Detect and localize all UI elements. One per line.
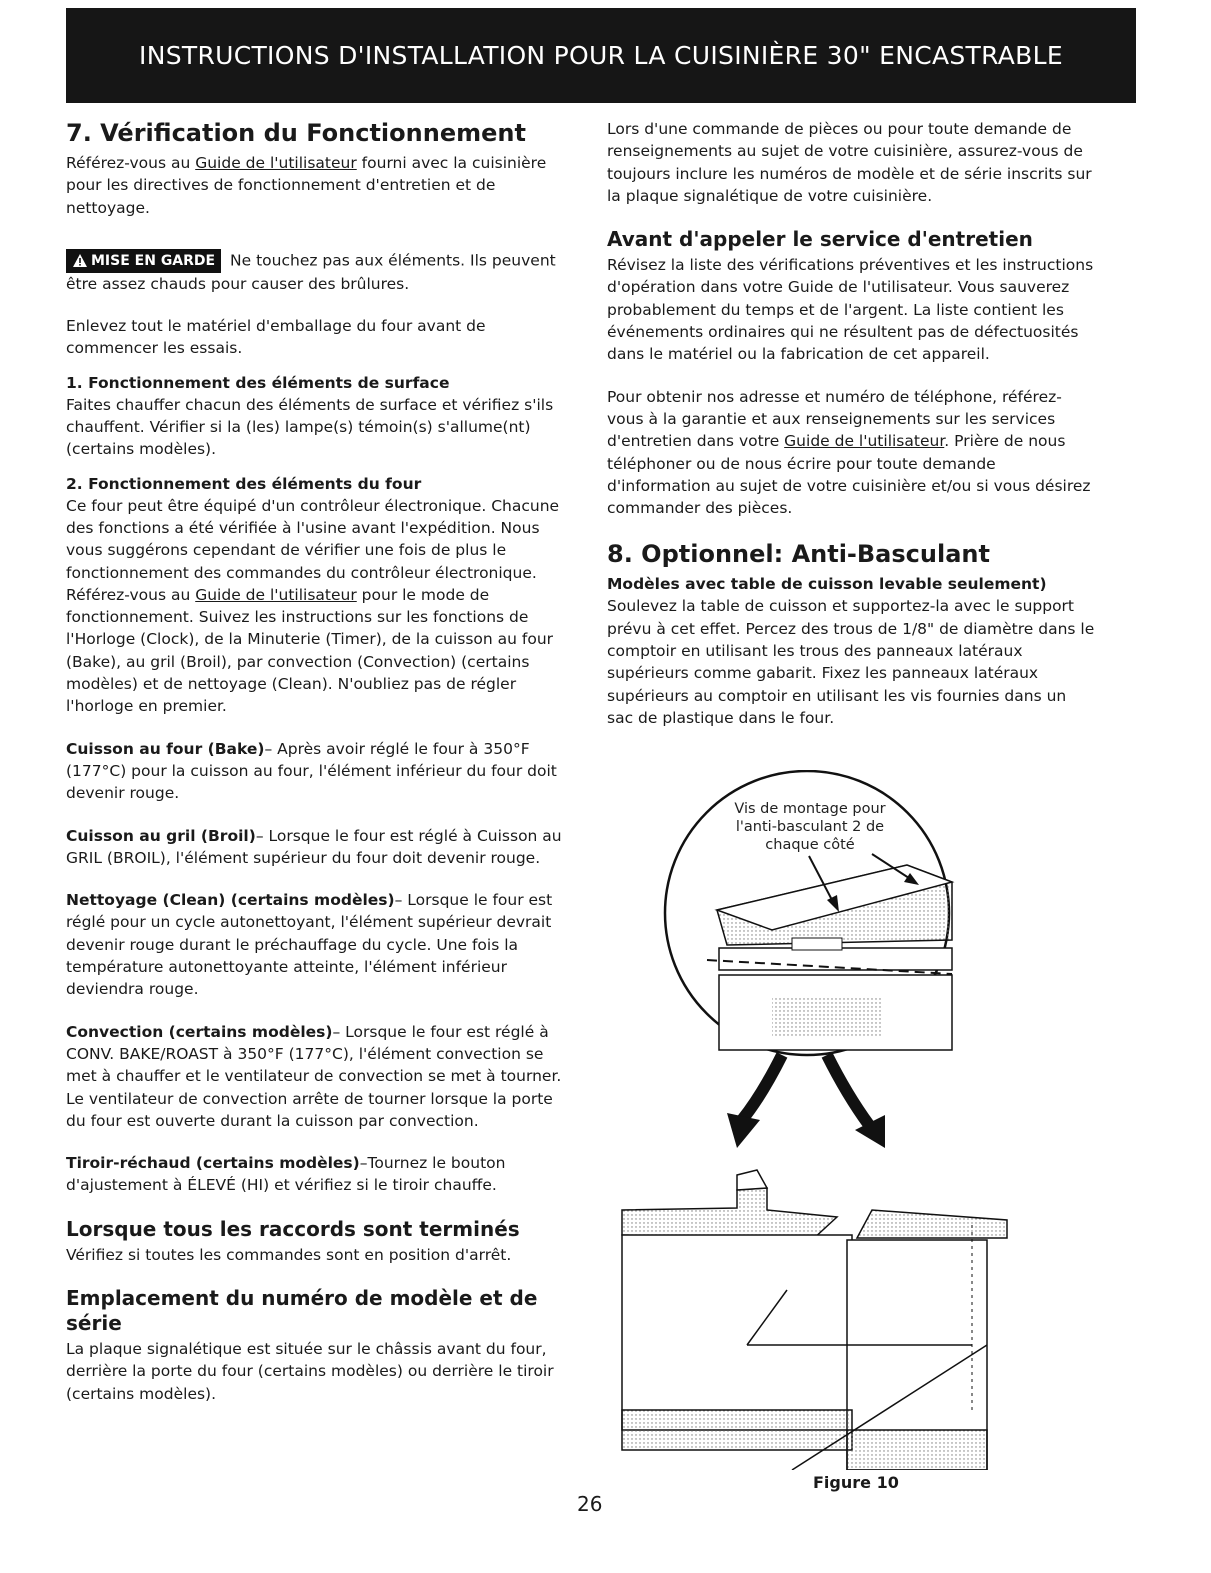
clean-paragraph: Nettoyage (Clean) (certains modèles)– Lorsque le four est réglé pour un cycle autonettoyant, l'élément supérieur devrait devenir rouge durant le préchauffage du cycle. Une fois la température autonettoyante atteinte, l'élément inférieur deviendra rouge. (66, 891, 553, 999)
user-guide-link-2[interactable]: Guide de l'utilisateur (195, 585, 357, 604)
figure-caption: Figure 10 (813, 1473, 899, 1492)
bake-paragraph: Cuisson au four (Bake)– Après avoir réglé le four à 350°F (177°C) pour la cuisson au four, l'élément inférieur du four doit devenir rouge. (66, 739, 557, 803)
warming-drawer-paragraph: Tiroir-réchaud (certains modèles)–Tournez le bouton d'ajustement à ÉLEVÉ (HI) et vérifiez si le tiroir chauffe. (66, 1154, 506, 1195)
anti-tip-subtitle: Modèles avec table de cuisson levable seulement) (607, 575, 1047, 594)
serial-location-heading: Emplacement du numéro de modèle et de série (66, 1285, 538, 1335)
warning-paragraph: MISE EN GARDE Ne touchez pas aux éléments. Ils peuvent être assez chauds pour causer des brûlures. (66, 249, 566, 295)
warning-badge: MISE EN GARDE (66, 249, 221, 273)
contact-paragraph: Pour obtenir nos adresse et numéro de téléphone, référez-vous à la garantie et aux renseignements sur les services d'entretien dans votre Guide de l'utilisateur. Prière de nous téléphoner ou de nous écrire pour toute demande d'information au sujet de votre cuisinière et/ou si vous désirez commander des pièces. (607, 387, 1091, 518)
broil-paragraph: Cuisson au gril (Broil)– Lorsque le four est réglé à Cuisson au GRIL (BROIL), l'élément supérieur du four doit devenir rouge. (66, 826, 562, 867)
section-8-title: 8. Optionnel: Anti-Basculant (607, 540, 990, 569)
user-guide-link[interactable]: Guide de l'utilisateur (195, 154, 357, 172)
page-number: 26 (577, 1492, 603, 1516)
oven-elements-text: Ce four peut être équipé d'un contrôleur électronique. Chacune des fonctions a été vérifiée à l'usine avant l'expédition. Nous vous suggérons cependant de vérifier une fois de plus le fonctionnement des commandes du contrôleur électronique. Référez-vous au Guide de l'utilisateur pour le mode de fonctionnement. Suivez les instructions sur les fonctions de l'Horloge (Clock), de la Minuterie (Timer), de la cuisson au four (Bake), au gril (Broil), par convection (Convection) (certains modèles) et de nettoyage (Clean). N'oubliez pas de régler l'horloge en premier. (66, 496, 560, 716)
oven-elements-heading: 2. Fonctionnement des éléments du four (66, 474, 422, 493)
left-column (66, 118, 566, 1405)
section-7-title: 7. Vérification du Fonctionnement (66, 119, 526, 147)
anti-tip-figure (607, 770, 1012, 1470)
service-heading: Avant d'appeler le service d'entretien (607, 227, 1033, 252)
countertop-cabinets-drawing (622, 1170, 1007, 1470)
packaging-paragraph: Enlevez tout le matériel d'emballage du four avant de commencer les essais. (66, 317, 486, 358)
connections-text: Vérifiez si toutes les commandes sont en position d'arrêt. (66, 1245, 512, 1264)
header-banner: INSTRUCTIONS D'INSTALLATION POUR LA CUISINIÈRE 30" ENCASTRABLE (66, 8, 1136, 103)
order-paragraph: Lors d'une commande de pièces ou pour toute demande de renseignements au sujet de votre cuisinière, assurez-vous de toujours inclure les numéros de modèle et de série inscrits sur la plaque signalétique de votre cuisinière. (607, 120, 1092, 205)
right-column (607, 118, 1097, 729)
intro-paragraph: Référez-vous au Guide de l'utilisateur fourni avec la cuisinière pour les directives de fonctionnement d'entretien et de nettoyage. (66, 154, 547, 217)
connections-heading: Lorsque tous les raccords sont terminés (66, 1216, 520, 1241)
serial-location-text: La plaque signalétique est située sur le châssis avant du four, derrière la porte du four (certains modèles) ou derrière le tiroir (certains modèles). (66, 1339, 554, 1403)
warning-triangle-icon (72, 253, 88, 268)
anti-tip-text: Soulevez la table de cuisson et supportez-la avec le support prévu à cet effet. Percez des trous de 1/8" de diamètre dans le comptoir en utilisant les trous des panneaux latéraux supérieurs comme gabarit. Fixez les panneaux latéraux supérieurs au comptoir en utilisant les vis fournies dans un sac de plastique dans le four. (607, 597, 1095, 727)
surface-elements-heading: 1. Fonctionnement des éléments de surface (66, 373, 450, 392)
surface-elements-text: Faites chauffer chacun des éléments de surface et vérifiez s'ils chauffent. Vérifier si la (les) lampe(s) témoin(s) s'allume(nt) (certains modèles). (66, 395, 554, 459)
user-guide-link-3[interactable]: Guide de l'utilisateur (784, 432, 945, 451)
convection-paragraph: Convection (certains modèles)– Lorsque le four est réglé à CONV. BAKE/ROAST à 350°F (177°C), l'élément convection se met à chauffer et le ventilateur de convection se met à tourner. Le ventilateur de convection arrête de tourner lorsque la porte du four est ouverte durant la cuisson par convection. (66, 1022, 562, 1130)
mounting-screws-callout: Vis de montage pour l'anti-basculant 2 de chaque côté (734, 801, 886, 853)
service-text: Révisez la liste des vérifications préventives et les instructions d'opération dans votre Guide de l'utilisateur. Vous sauverez probablement du temps et de l'argent. La liste contient les événements ordinaires qui ne résultent pas de défectuosités dans le matériel ou la fabrication de cet appareil. (607, 256, 1094, 364)
